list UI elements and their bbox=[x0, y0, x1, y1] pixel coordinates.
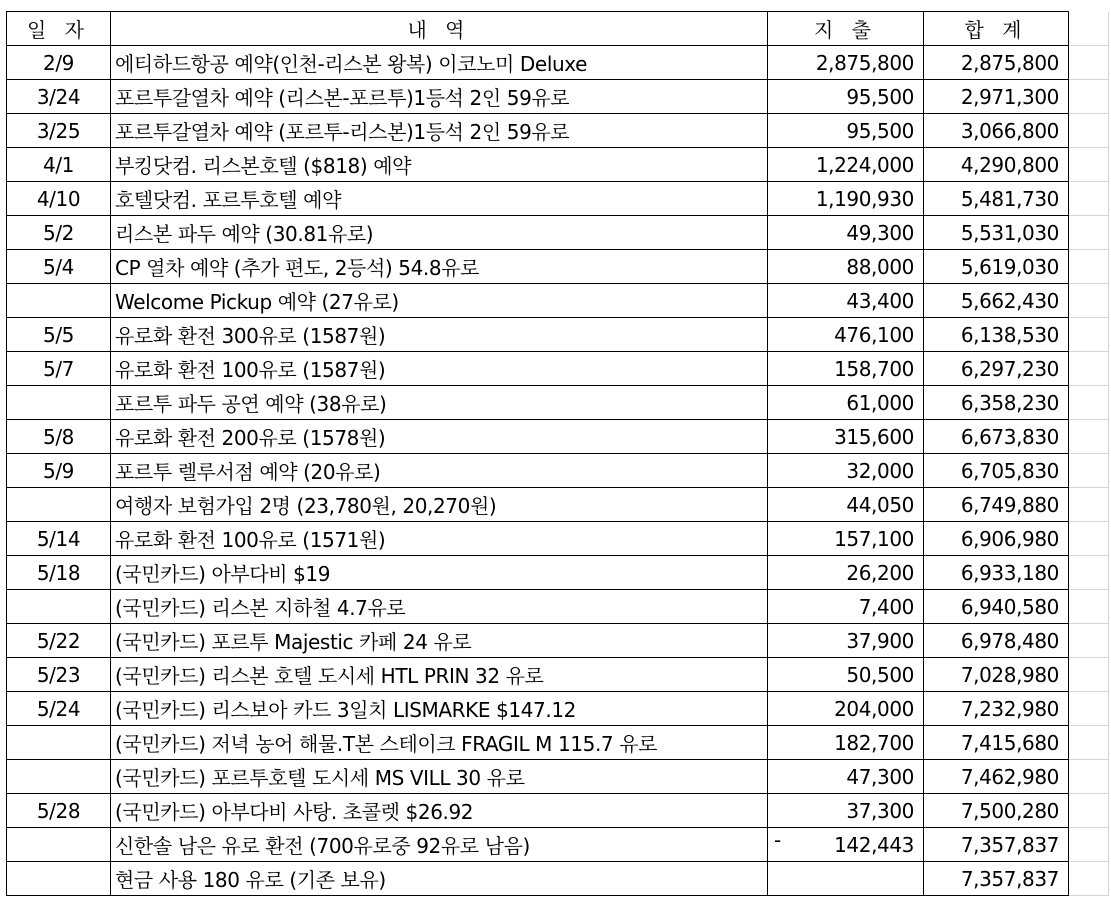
date-cell[interactable] bbox=[7, 828, 111, 862]
description-cell[interactable]: (국민카드) 아부다비 사탕. 초콜렛 $26.92 bbox=[111, 794, 768, 828]
total-cell[interactable]: 7,028,980 bbox=[924, 658, 1069, 692]
total-cell[interactable]: 7,462,980 bbox=[924, 760, 1069, 794]
header-expense[interactable]: 지 출 bbox=[768, 12, 924, 46]
expense-value: 158,700 bbox=[834, 356, 914, 381]
total-cell[interactable]: 2,875,800 bbox=[924, 46, 1069, 80]
expense-cell[interactable] bbox=[768, 46, 924, 80]
expense-cell[interactable] bbox=[768, 794, 924, 828]
table-row bbox=[7, 352, 1109, 386]
description-cell[interactable]: 호텔닷컴. 포르투호텔 예약 bbox=[111, 182, 768, 216]
total-cell[interactable]: 7,357,837 bbox=[924, 862, 1069, 896]
empty-cell[interactable] bbox=[1069, 658, 1109, 692]
date-cell[interactable]: 5/18 bbox=[7, 556, 111, 590]
description-cell[interactable]: (국민카드) 아부다비 $19 bbox=[111, 556, 768, 590]
description-cell[interactable]: 유로화 환전 100유로 (1571원) bbox=[111, 522, 768, 556]
total-cell[interactable]: 5,619,030 bbox=[924, 250, 1069, 284]
expense-value: 44,050 bbox=[846, 492, 914, 517]
date-cell[interactable]: 5/4 bbox=[7, 250, 111, 284]
total-cell[interactable]: 2,971,300 bbox=[924, 80, 1069, 114]
expense-value: 95,500 bbox=[846, 84, 914, 109]
empty-cell[interactable] bbox=[1069, 12, 1109, 46]
expense-value: 88,000 bbox=[846, 254, 914, 279]
header-row bbox=[7, 12, 1109, 46]
expense-cell[interactable] bbox=[768, 692, 924, 726]
expense-cell[interactable] bbox=[768, 454, 924, 488]
expense-cell[interactable] bbox=[768, 726, 924, 760]
empty-cell[interactable] bbox=[1069, 148, 1109, 182]
table-row bbox=[7, 114, 1109, 148]
total-cell[interactable]: 6,906,980 bbox=[924, 522, 1069, 556]
expense-value: 37,900 bbox=[846, 628, 914, 653]
empty-cell[interactable] bbox=[1069, 488, 1109, 522]
description-cell[interactable]: 여행자 보험가입 2명 (23,780원, 20,270원) bbox=[111, 488, 768, 522]
expense-value: 2,875,800 bbox=[815, 50, 914, 75]
empty-cell[interactable] bbox=[1069, 590, 1109, 624]
expense-cell[interactable] bbox=[768, 216, 924, 250]
table-row bbox=[7, 658, 1109, 692]
expense-cell[interactable] bbox=[768, 760, 924, 794]
total-cell[interactable]: 6,138,530 bbox=[924, 318, 1069, 352]
total-cell[interactable]: 6,673,830 bbox=[924, 420, 1069, 454]
empty-cell[interactable] bbox=[1069, 624, 1109, 658]
total-cell[interactable]: 6,297,230 bbox=[924, 352, 1069, 386]
empty-cell[interactable] bbox=[1069, 454, 1109, 488]
description-cell[interactable]: 유로화 환전 200유로 (1578원) bbox=[111, 420, 768, 454]
expense-value: 7,400 bbox=[858, 594, 914, 619]
expense-cell[interactable] bbox=[768, 488, 924, 522]
date-cell[interactable]: 5/9 bbox=[7, 454, 111, 488]
description-cell[interactable]: (국민카드) 리스본 호텔 도시세 HTL PRIN 32 유로 bbox=[111, 658, 768, 692]
total-cell[interactable]: 5,662,430 bbox=[924, 284, 1069, 318]
date-cell[interactable] bbox=[7, 386, 111, 420]
total-cell[interactable]: 5,481,730 bbox=[924, 182, 1069, 216]
table-row bbox=[7, 828, 1109, 862]
expense-cell[interactable] bbox=[768, 114, 924, 148]
table-row bbox=[7, 318, 1109, 352]
expense-cell[interactable] bbox=[768, 624, 924, 658]
expense-value: 476,100 bbox=[834, 322, 914, 347]
empty-cell[interactable] bbox=[1069, 352, 1109, 386]
empty-cell[interactable] bbox=[1069, 46, 1109, 80]
total-cell[interactable]: 6,933,180 bbox=[924, 556, 1069, 590]
empty-cell[interactable] bbox=[1069, 386, 1109, 420]
empty-cell[interactable] bbox=[1069, 556, 1109, 590]
total-cell[interactable]: 5,531,030 bbox=[924, 216, 1069, 250]
date-cell[interactable] bbox=[7, 726, 111, 760]
expense-cell[interactable] bbox=[768, 80, 924, 114]
empty-cell[interactable] bbox=[1069, 182, 1109, 216]
empty-cell[interactable] bbox=[1069, 828, 1109, 862]
expense-value: 26,200 bbox=[846, 560, 914, 585]
expense-value: 204,000 bbox=[834, 696, 914, 721]
date-cell[interactable]: 3/25 bbox=[7, 114, 111, 148]
description-cell[interactable]: 에티하드항공 예약(인천-리스본 왕복) 이코노미 Deluxe bbox=[111, 46, 768, 80]
expense-cell[interactable] bbox=[768, 386, 924, 420]
date-cell[interactable] bbox=[7, 488, 111, 522]
description-cell[interactable]: 리스본 파두 예약 (30.81유로) bbox=[111, 216, 768, 250]
expense-value: 47,300 bbox=[846, 764, 914, 789]
empty-cell[interactable] bbox=[1069, 114, 1109, 148]
expense-ledger-table bbox=[6, 11, 1109, 896]
expense-cell[interactable] bbox=[768, 250, 924, 284]
table-row bbox=[7, 862, 1109, 896]
negative-sign: - bbox=[774, 828, 781, 852]
table-row bbox=[7, 216, 1109, 250]
empty-cell[interactable] bbox=[1069, 284, 1109, 318]
table-row bbox=[7, 386, 1109, 420]
date-cell[interactable]: 4/1 bbox=[7, 148, 111, 182]
total-cell[interactable]: 7,500,280 bbox=[924, 794, 1069, 828]
table-row bbox=[7, 454, 1109, 488]
description-cell[interactable]: 포르투 파두 공연 예약 (38유로) bbox=[111, 386, 768, 420]
date-cell[interactable]: 3/24 bbox=[7, 80, 111, 114]
date-cell[interactable] bbox=[7, 284, 111, 318]
empty-cell[interactable] bbox=[1069, 862, 1109, 896]
description-cell[interactable]: (국민카드) 리스본 지하철 4.7유로 bbox=[111, 590, 768, 624]
empty-cell[interactable] bbox=[1069, 80, 1109, 114]
table-row bbox=[7, 250, 1109, 284]
empty-cell[interactable] bbox=[1069, 318, 1109, 352]
header-description[interactable]: 내 역 bbox=[111, 12, 768, 46]
table-row bbox=[7, 522, 1109, 556]
description-cell[interactable]: (국민카드) 리스보아 카드 3일치 LISMARKE $147.12 bbox=[111, 692, 768, 726]
date-cell[interactable]: 2/9 bbox=[7, 46, 111, 80]
total-cell[interactable]: 7,232,980 bbox=[924, 692, 1069, 726]
table-row bbox=[7, 692, 1109, 726]
expense-value: 50,500 bbox=[846, 662, 914, 687]
total-cell[interactable]: 4,290,800 bbox=[924, 148, 1069, 182]
table-row bbox=[7, 794, 1109, 828]
date-cell[interactable] bbox=[7, 862, 111, 896]
description-cell[interactable]: 유로화 환전 300유로 (1587원) bbox=[111, 318, 768, 352]
table-row bbox=[7, 284, 1109, 318]
description-cell[interactable]: 신한솔 남은 유로 환전 (700유로중 92유로 남음) bbox=[111, 828, 768, 862]
description-cell[interactable]: (국민카드) 포르투 Majestic 카페 24 유로 bbox=[111, 624, 768, 658]
expense-cell[interactable] bbox=[768, 352, 924, 386]
table-row bbox=[7, 726, 1109, 760]
expense-value: 61,000 bbox=[846, 390, 914, 415]
empty-cell[interactable] bbox=[1069, 522, 1109, 556]
description-cell[interactable]: 포르투갈열차 예약 (리스본-포르투)1등석 2인 59유로 bbox=[111, 80, 768, 114]
header-total[interactable]: 합 계 bbox=[924, 12, 1069, 46]
total-cell[interactable]: 3,066,800 bbox=[924, 114, 1069, 148]
total-cell[interactable]: 6,358,230 bbox=[924, 386, 1069, 420]
date-cell[interactable]: 5/7 bbox=[7, 352, 111, 386]
empty-cell[interactable] bbox=[1069, 794, 1109, 828]
description-cell[interactable]: 부킹닷컴. 리스본호텔 ($818) 예약 bbox=[111, 148, 768, 182]
expense-value: 43,400 bbox=[846, 288, 914, 313]
date-cell[interactable]: 5/22 bbox=[7, 624, 111, 658]
expense-value: 49,300 bbox=[846, 220, 914, 245]
table-row bbox=[7, 556, 1109, 590]
table-row bbox=[7, 624, 1109, 658]
description-cell[interactable]: 포르투갈열차 예약 (포르투-리스본)1등석 2인 59유로 bbox=[111, 114, 768, 148]
description-cell[interactable]: 유로화 환전 100유로 (1587원) bbox=[111, 352, 768, 386]
description-cell[interactable]: CP 열차 예약 (추가 편도, 2등석) 54.8유로 bbox=[111, 250, 768, 284]
date-cell[interactable]: 5/24 bbox=[7, 692, 111, 726]
expense-cell[interactable] bbox=[768, 658, 924, 692]
empty-cell[interactable] bbox=[1069, 692, 1109, 726]
expense-cell[interactable] bbox=[768, 522, 924, 556]
expense-cell[interactable] bbox=[768, 420, 924, 454]
table-row bbox=[7, 46, 1109, 80]
expense-cell[interactable] bbox=[768, 862, 924, 896]
date-cell[interactable] bbox=[7, 760, 111, 794]
table-row bbox=[7, 182, 1109, 216]
table-row bbox=[7, 488, 1109, 522]
date-cell[interactable]: 4/10 bbox=[7, 182, 111, 216]
expense-cell[interactable] bbox=[768, 148, 924, 182]
expense-value: 182,700 bbox=[834, 730, 914, 755]
total-cell[interactable]: 6,978,480 bbox=[924, 624, 1069, 658]
expense-cell[interactable] bbox=[768, 182, 924, 216]
date-cell[interactable]: 5/23 bbox=[7, 658, 111, 692]
expense-value: 1,190,930 bbox=[815, 186, 914, 211]
table-row bbox=[7, 80, 1109, 114]
empty-cell[interactable] bbox=[1069, 420, 1109, 454]
date-cell[interactable]: 5/28 bbox=[7, 794, 111, 828]
table-row bbox=[7, 148, 1109, 182]
empty-cell[interactable] bbox=[1069, 250, 1109, 284]
table-row bbox=[7, 420, 1109, 454]
total-cell[interactable]: 7,357,837 bbox=[924, 828, 1069, 862]
expense-value: 315,600 bbox=[834, 424, 914, 449]
header-date[interactable]: 일 자 bbox=[7, 12, 111, 46]
empty-cell[interactable] bbox=[1069, 726, 1109, 760]
expense-cell[interactable] bbox=[768, 318, 924, 352]
total-cell[interactable]: 6,749,880 bbox=[924, 488, 1069, 522]
description-cell[interactable]: (국민카드) 포르투호텔 도시세 MS VILL 30 유로 bbox=[111, 760, 768, 794]
expense-value: 157,100 bbox=[834, 526, 914, 551]
empty-cell[interactable] bbox=[1069, 760, 1109, 794]
total-cell[interactable]: 7,415,680 bbox=[924, 726, 1069, 760]
date-cell[interactable] bbox=[7, 590, 111, 624]
expense-value: 37,300 bbox=[846, 798, 914, 823]
expense-cell[interactable] bbox=[768, 556, 924, 590]
date-cell[interactable]: 5/5 bbox=[7, 318, 111, 352]
expense-value: 142,443 bbox=[834, 832, 914, 857]
description-cell[interactable]: Welcome Pickup 예약 (27유로) bbox=[111, 284, 768, 318]
expense-cell[interactable] bbox=[768, 590, 924, 624]
expense-value: 32,000 bbox=[846, 458, 914, 483]
empty-cell[interactable] bbox=[1069, 216, 1109, 250]
table-row bbox=[7, 590, 1109, 624]
total-cell[interactable]: 6,705,830 bbox=[924, 454, 1069, 488]
expense-value: 95,500 bbox=[846, 118, 914, 143]
expense-cell[interactable] bbox=[768, 828, 924, 862]
date-cell[interactable]: 5/8 bbox=[7, 420, 111, 454]
expense-value: 1,224,000 bbox=[815, 152, 914, 177]
expense-cell[interactable] bbox=[768, 284, 924, 318]
description-cell[interactable]: (국민카드) 저녁 농어 해물.T본 스테이크 FRAGIL M 115.7 유로 bbox=[111, 726, 768, 760]
date-cell[interactable]: 5/14 bbox=[7, 522, 111, 556]
total-cell[interactable]: 6,940,580 bbox=[924, 590, 1069, 624]
description-cell[interactable]: 포르투 렐루서점 예약 (20유로) bbox=[111, 454, 768, 488]
date-cell[interactable]: 5/2 bbox=[7, 216, 111, 250]
table-row bbox=[7, 760, 1109, 794]
description-cell[interactable]: 현금 사용 180 유로 (기존 보유) bbox=[111, 862, 768, 896]
